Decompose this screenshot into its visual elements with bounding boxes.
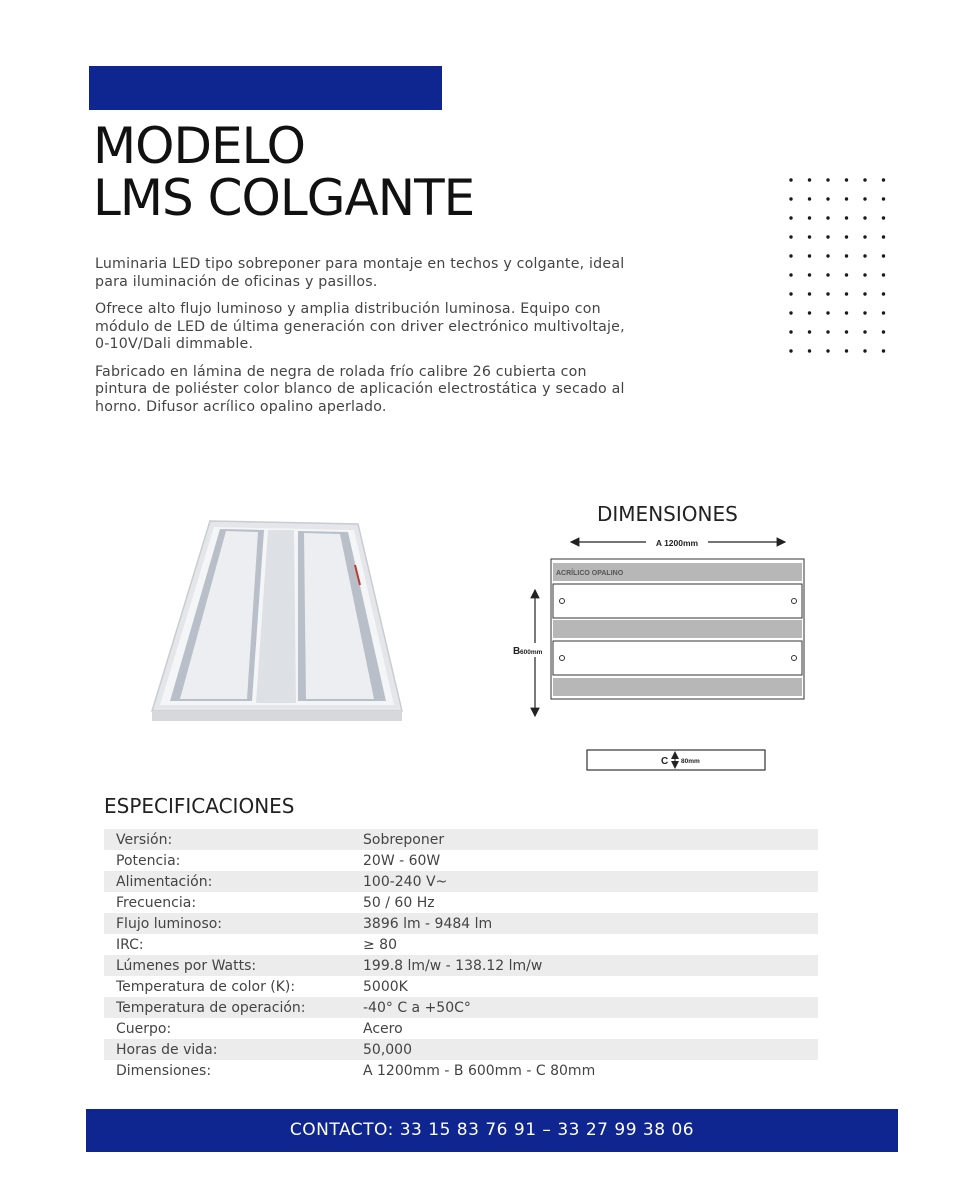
decorative-dot <box>808 349 811 352</box>
table-row <box>104 1039 818 1060</box>
decorative-dot <box>826 330 829 333</box>
table-row <box>104 955 818 976</box>
specifications-title: ESPECIFICACIONES <box>104 794 295 818</box>
decorative-dot <box>882 273 885 276</box>
table-row <box>104 913 818 934</box>
decorative-dot <box>863 273 866 276</box>
table-row <box>104 1060 818 1081</box>
dimension-a-label: A 1200mm <box>655 538 699 548</box>
table-row <box>104 850 818 871</box>
spec-label: Potencia: <box>116 852 181 869</box>
decorative-dot <box>789 349 792 352</box>
decorative-dot <box>863 292 866 295</box>
spec-label: Dimensiones: <box>116 1062 212 1079</box>
page-title <box>93 117 475 227</box>
decorative-dot <box>826 216 829 219</box>
decorative-dot <box>808 216 811 219</box>
decorative-dot <box>882 311 885 314</box>
decorative-dot <box>808 311 811 314</box>
decorative-dot <box>845 197 848 200</box>
decorative-dot <box>882 349 885 352</box>
description-paragraph: Luminaria LED tipo sobreponer para montaje en techos y colgante, ideal para iluminación de oficinas y pasillos. <box>95 256 625 290</box>
decorative-dot <box>882 254 885 257</box>
spec-label: Cuerpo: <box>116 1020 172 1037</box>
specifications-table <box>104 829 818 1081</box>
description-paragraph: Fabricado en lámina de negra de rolada frío calibre 26 cubierta con pintura de poliéster color blanco de aplicación electrostática y secado al horno. Difusor acrílico opalino aperlado. <box>95 363 625 415</box>
spec-value: A 1200mm - B 600mm - C 80mm <box>363 1062 596 1079</box>
table-row <box>104 997 818 1018</box>
decorative-dot <box>808 273 811 276</box>
spec-label: IRC: <box>116 936 144 953</box>
contact-text: CONTACTO: 33 15 83 76 91 – 33 27 99 38 06 <box>289 1120 695 1140</box>
decorative-dot <box>789 216 792 219</box>
decorative-dot <box>882 330 885 333</box>
description-paragraph: Ofrece alto flujo luminoso y amplia distribución luminosa. Equipo con módulo de LED de última generación con driver electrónico multivoltaje, 0-10V/Dali dimmable. <box>95 301 625 352</box>
table-row <box>104 934 818 955</box>
fixture-side-view <box>587 750 765 770</box>
decorative-dot <box>826 254 829 257</box>
decorative-dot <box>808 330 811 333</box>
decorative-dot <box>808 178 811 181</box>
decorative-dot <box>826 311 829 314</box>
spec-value: 100-240 V~ <box>363 871 818 892</box>
decorative-dot <box>826 273 829 276</box>
contact-bar <box>86 1109 898 1152</box>
decorative-dot <box>789 197 792 200</box>
table-row <box>104 976 818 997</box>
dimensions-title: DIMENSIONES <box>597 502 738 526</box>
spec-value: Acero <box>363 1020 403 1037</box>
decorative-dot <box>789 178 792 181</box>
spec-label: Temperatura de color (K): <box>116 978 296 995</box>
decorative-dot <box>863 254 866 257</box>
header-accent-bar <box>89 66 442 110</box>
decorative-dot <box>845 178 848 181</box>
decorative-dot <box>826 292 829 295</box>
decorative-dot <box>863 235 866 238</box>
decorative-dot <box>845 330 848 333</box>
title-line-name: LMS COLGANTE <box>93 169 475 227</box>
decorative-dot <box>826 235 829 238</box>
decorative-dot <box>863 178 866 181</box>
decorative-dot <box>845 273 848 276</box>
table-row <box>104 1018 818 1039</box>
decorative-dot <box>808 197 811 200</box>
table-row <box>104 892 818 913</box>
decorative-dot <box>826 178 829 181</box>
table-row <box>104 829 818 850</box>
spec-label: Alimentación: <box>104 871 363 892</box>
spec-label: Frecuencia: <box>116 894 197 911</box>
decorative-dot <box>808 235 811 238</box>
decorative-dot <box>863 349 866 352</box>
decorative-dot <box>789 311 792 314</box>
dimension-b-letter: B <box>513 646 521 657</box>
spec-value: 20W - 60W <box>363 852 441 869</box>
decorative-dot <box>826 349 829 352</box>
decorative-dot <box>789 235 792 238</box>
decorative-dot <box>845 254 848 257</box>
dimension-c-value: 80mm <box>681 758 700 765</box>
product-image <box>148 515 408 725</box>
spec-label: Horas de vida: <box>104 1039 363 1060</box>
spec-label: Temperatura de operación: <box>104 997 363 1018</box>
spec-value: 50,000 <box>363 1039 818 1060</box>
decorative-dot <box>845 235 848 238</box>
table-row <box>104 871 818 892</box>
title-line-model: MODELO <box>93 117 306 175</box>
decorative-dot <box>789 254 792 257</box>
decorative-dot <box>789 273 792 276</box>
spec-value: 3896 lm - 9484 lm <box>363 913 818 934</box>
decorative-dot <box>808 292 811 295</box>
dimension-c-letter: C <box>661 756 669 767</box>
diffuser-label: ACRÍLICO OPALINO <box>556 570 624 577</box>
decorative-dot <box>882 292 885 295</box>
decorative-dot <box>845 311 848 314</box>
spec-label: Lúmenes por Watts: <box>104 955 363 976</box>
decorative-dot <box>808 254 811 257</box>
spec-value: -40° C a +50C° <box>363 997 818 1018</box>
decorative-dot <box>845 292 848 295</box>
decorative-dot <box>789 292 792 295</box>
dimensions-diagram <box>508 528 808 778</box>
spec-value: 50 / 60 Hz <box>363 894 435 911</box>
spec-label: Flujo luminoso: <box>104 913 363 934</box>
decorative-dot <box>882 197 885 200</box>
decorative-dot <box>863 216 866 219</box>
dot-grid-decoration <box>786 176 890 356</box>
decorative-dot <box>863 311 866 314</box>
decorative-dot <box>863 197 866 200</box>
spec-label: Versión: <box>104 829 363 850</box>
decorative-dot <box>845 216 848 219</box>
decorative-dot <box>826 197 829 200</box>
decorative-dot <box>863 330 866 333</box>
spec-value: ≥ 80 <box>363 936 397 953</box>
spec-value: Sobreponer <box>363 829 818 850</box>
spec-value: 5000K <box>363 978 408 995</box>
decorative-dot <box>882 216 885 219</box>
decorative-dot <box>882 178 885 181</box>
dimension-b-value: 600mm <box>520 649 543 656</box>
decorative-dot <box>789 330 792 333</box>
product-description <box>95 256 635 426</box>
spec-value: 199.8 lm/w - 138.12 lm/w <box>363 955 818 976</box>
decorative-dot <box>845 349 848 352</box>
decorative-dot <box>882 235 885 238</box>
